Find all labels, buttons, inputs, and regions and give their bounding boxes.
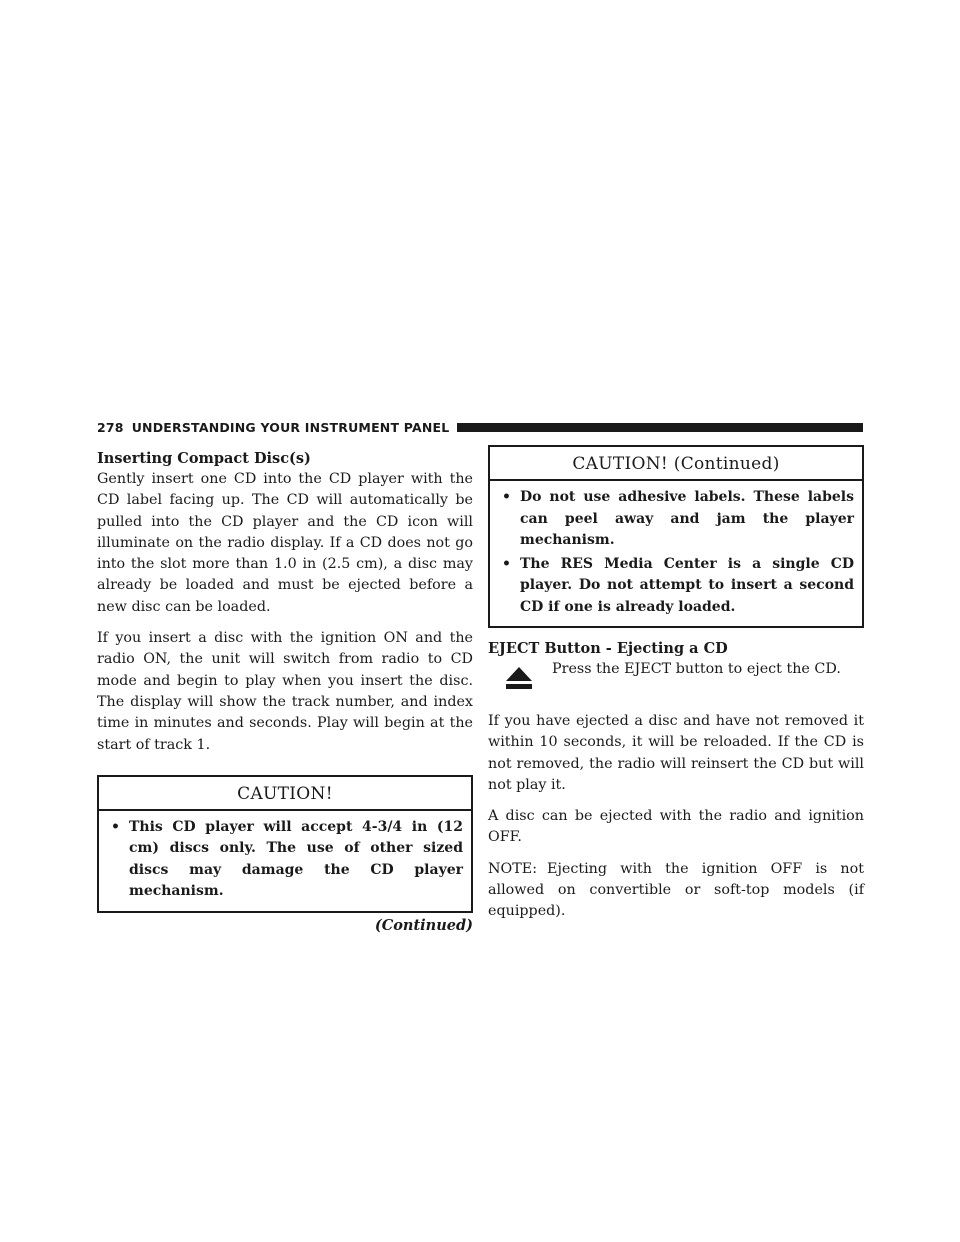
caution-item-text: This CD player will accept 4-3/4 in (12 cm) discs only. The use of other sized discs may damage the CD player mechanism. — [129, 818, 463, 900]
caution-continued-box — [488, 445, 864, 628]
note-paragraph — [488, 859, 864, 923]
caution-continued-list — [490, 481, 862, 626]
caution-item — [500, 487, 854, 552]
bullet-icon: • — [502, 489, 511, 505]
paragraph-ignition-on: If you insert a disc with the ignition ON and the radio ON, the unit will switch from radio to CD mode and begin to play when you insert the disc. The display will show the track number, and index time in minutes and seconds. Play will begin at the start of track 1. — [97, 630, 473, 753]
heading-eject-button: EJECT Button - Ejecting a CD — [488, 640, 728, 657]
page-header — [97, 418, 863, 436]
continued-label: (Continued) — [374, 916, 473, 934]
section-title: UNDERSTANDING YOUR INSTRUMENT PANEL — [131, 419, 450, 435]
note-text: Ejecting with the ignition OFF is not allowed on convertible or soft-top models (if equipped). — [488, 860, 864, 920]
paragraph-reload: If you have ejected a disc and have not removed it within 10 seconds, it will be reloaded. If the CD is not removed, the radio will reinsert the CD but will not play it. — [488, 713, 864, 793]
paragraph-insert-instructions: Gently insert one CD into the CD player with the CD label facing up. The CD will automatically be pulled into the CD player and the CD icon will illuminate on the radio display. If a CD does not go into the slot more than 1.0 in (2.5 cm), a disc may already be loaded and must be ejected before a new disc can be loaded. — [97, 471, 473, 615]
caution-item-text: Do not use adhesive labels. These labels can peel away and jam the player mechanism. — [520, 489, 854, 548]
note-label: NOTE: — [488, 860, 538, 877]
caution-box — [97, 775, 473, 913]
left-column — [97, 448, 473, 936]
bullet-icon: • — [502, 555, 511, 572]
eject-instruction: Press the EJECT button to eject the CD. — [552, 661, 841, 677]
caution-list — [99, 811, 471, 911]
caution-title: CAUTION! — [99, 777, 471, 811]
right-column — [488, 448, 864, 923]
eject-row — [488, 659, 864, 701]
caution-item — [109, 817, 463, 903]
page-number: 278 — [97, 419, 124, 435]
caution-item-text: The RES Media Center is a single CD player. Do not attempt to insert a second CD if one is already loaded. — [520, 555, 854, 615]
header-rule — [457, 423, 863, 432]
caution-item — [500, 554, 854, 619]
bullet-icon: • — [111, 818, 120, 835]
eject-icon — [506, 667, 532, 689]
caution-continued-title: CAUTION! (Continued) — [490, 447, 862, 481]
heading-inserting-cd: Inserting Compact Disc(s) — [97, 450, 311, 467]
paragraph-eject-off: A disc can be ejected with the radio and ignition OFF. — [488, 808, 864, 846]
